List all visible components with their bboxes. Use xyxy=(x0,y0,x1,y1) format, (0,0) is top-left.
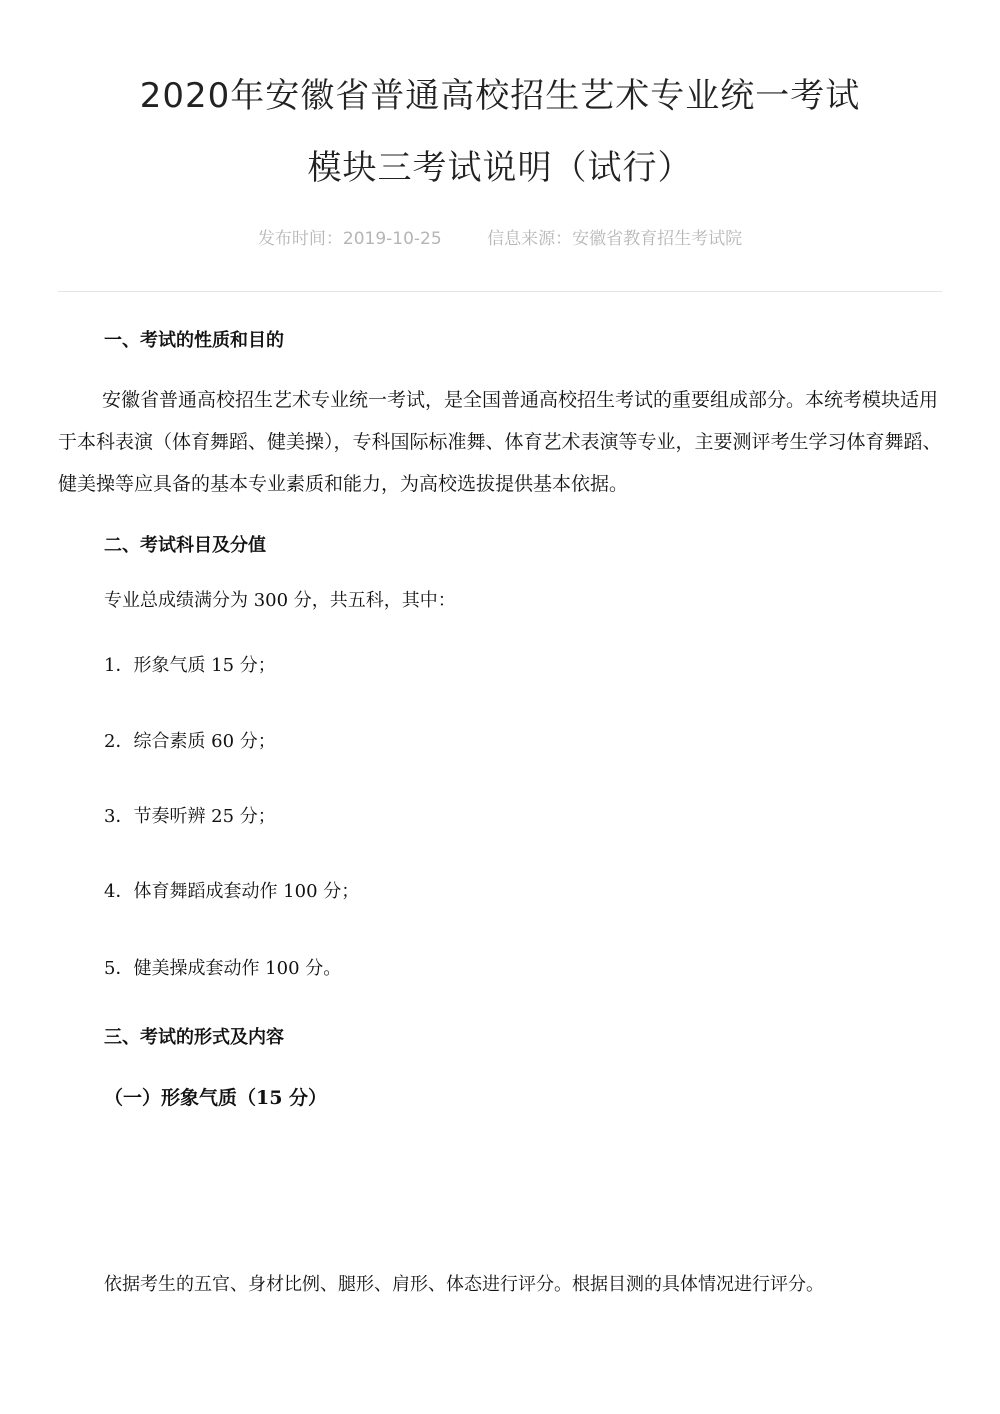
section2-intro: 专业总成绩满分为 300 分，共五科，其中： xyxy=(104,590,456,611)
score-item: 2．综合素质 60 分； xyxy=(104,731,276,752)
section3-subheading: （一）形象气质（15 分） xyxy=(104,1087,328,1109)
score-item: 4．体育舞蹈成套动作 100 分； xyxy=(104,881,360,902)
info-source: 信息来源：安徽省教育招生考试院 xyxy=(487,229,743,249)
header-divider xyxy=(58,291,942,292)
section3-paragraph: 依据考生的五官、身材比例、腿形、肩形、体态进行评分。根据目测的具体情况进行评分。 xyxy=(104,1274,824,1295)
publish-meta xyxy=(0,224,1000,249)
publish-time: 发布时间：2019-10-25 xyxy=(257,229,442,249)
score-item: 3．节奏听辨 25 分； xyxy=(104,806,276,827)
score-item: 1．形象气质 15 分； xyxy=(104,655,276,676)
document-title-line2: 模块三考试说明（试行） xyxy=(307,148,693,188)
section1-paragraph: 安徽省普通高校招生艺术专业统一考试，是全国普通高校招生考试的重要组成部分。本统考模块适用于本科表演（体育舞蹈、健美操），专科国际标准舞、体育艺术表演等专业，主要测评考生学习体育舞蹈、健美操等应具备的基本专业素质和能力，为高校选拔提供基本依据。 xyxy=(58,389,942,495)
score-item: 5．健美操成套动作 100 分。 xyxy=(104,958,342,979)
section3-heading: 三、考试的形式及内容 xyxy=(104,1027,284,1048)
section2-heading: 二、考试科目及分值 xyxy=(104,535,266,556)
section1-heading: 一、考试的性质和目的 xyxy=(104,330,284,351)
document-title-line1: 2020年安徽省普通高校招生艺术专业统一考试 xyxy=(139,76,861,116)
